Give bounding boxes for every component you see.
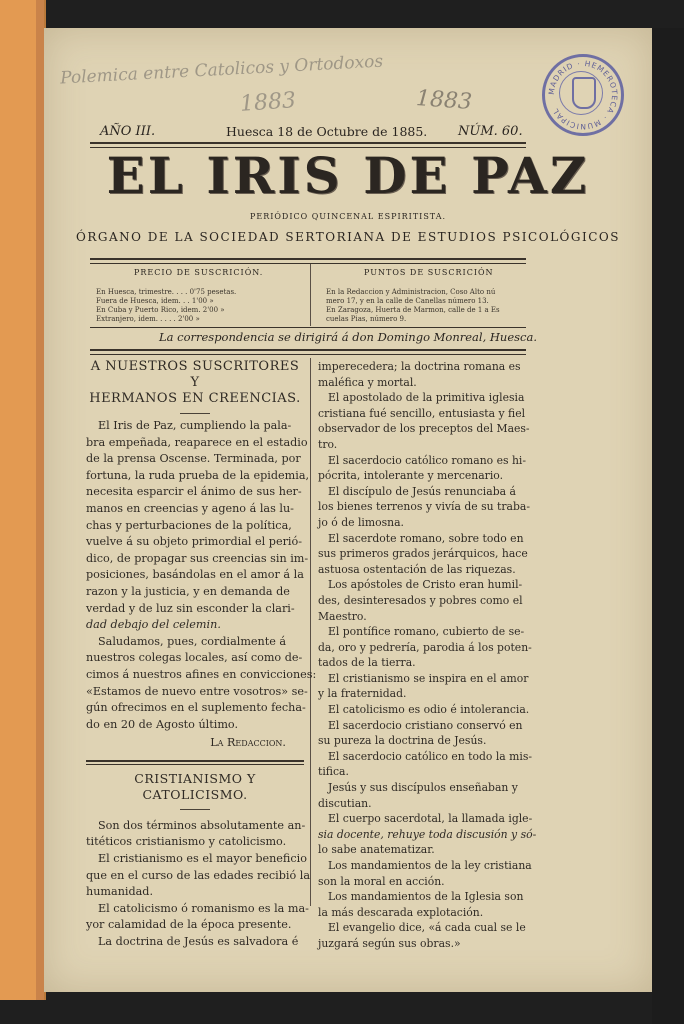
- article-line: El sacerdocio cristiano conservó en: [328, 718, 523, 732]
- article-line: observador de los preceptos del Maes-: [318, 422, 530, 436]
- article-line: pócrita, intolerante y mercenario.: [318, 469, 504, 483]
- article1-heading-line1: A NUESTROS SUSCRITORES: [90, 359, 300, 374]
- price-line: Extranjero, idem. . . . . 2'00 »: [96, 315, 200, 323]
- article-line: necesita esparcir el ánimo de sus her-: [86, 485, 302, 499]
- issue-date: Huesca 18 de Octubre de 1885.: [226, 124, 428, 139]
- article-line: bra empeñada, reaparece en el estadio: [86, 435, 308, 449]
- article1-heading-line3: HERMANOS EN CREENCIAS.: [89, 391, 301, 406]
- svg-text:MADRID · HEMEROTECA · MUNICIPA: MADRID · HEMEROTECA · MUNICIPAL: [546, 58, 620, 132]
- article-line: lo sabe anatematizar.: [318, 843, 435, 857]
- column-divider: [310, 358, 311, 906]
- article-line: Saludamos, pues, cordialmente á: [98, 634, 287, 648]
- article-line: da, oro y pedrería, parodia á los poten-: [318, 640, 532, 654]
- article-line: El apostolado de la primitiva iglesia: [328, 391, 525, 405]
- article-line: que en el curso de las edades recibió la: [86, 868, 311, 882]
- point-line: En Zaragoza, Huerta de Marmon, calle de 1 a Es: [326, 306, 500, 314]
- prices-list: [96, 288, 236, 324]
- points-list: [326, 288, 500, 324]
- article-signature: La Redaccion.: [210, 736, 286, 750]
- article-line: yor calamidad de la época presente.: [86, 918, 292, 932]
- article-line: titéticos cristianismo y catolicismo.: [86, 835, 287, 849]
- prices-heading: PRECIO DE SUSCRICIÓN.: [134, 268, 264, 277]
- article1-heading-line2: Y: [190, 375, 200, 390]
- article-line: Los mandamientos de la Iglesia son: [328, 890, 524, 904]
- article-line: tifica.: [318, 765, 349, 779]
- article-line: posiciones, basándolas en el amor á la: [86, 568, 304, 582]
- article-line: El cristianismo es el mayor beneficio: [98, 852, 307, 866]
- article-line: dad debajo del celemin.: [86, 618, 221, 632]
- subscription-divider: [310, 264, 311, 326]
- heading-divider: [180, 809, 210, 810]
- scan-background: [652, 28, 684, 1024]
- article-line: la más descarada explotación.: [318, 905, 484, 919]
- article-line: manos en creencias y ageno á las lu-: [86, 501, 294, 515]
- article-line: tados de la tierra.: [318, 656, 416, 670]
- correspondence-note: La correspondencia se dirigirá á don Domingo Monreal, Huesca.: [158, 330, 538, 344]
- article-line: son la moral en acción.: [318, 874, 445, 888]
- masthead-title: EL IRIS DE PAZ: [106, 146, 590, 205]
- article-line: imperecedera; la doctrina romana es: [318, 360, 521, 373]
- library-stamp: [542, 54, 624, 136]
- article-line: vuelve á su objeto primordial el perió-: [86, 535, 303, 549]
- price-line: En Huesca, trimestre. . . . 0'75 pesetas.: [96, 288, 237, 296]
- article-line: juzgará según sus obras.»: [318, 936, 461, 950]
- article-line: des, desinteresados y pobres como el: [318, 593, 523, 607]
- masthead-subtitle: PERIÓDICO QUINCENAL ESPIRITISTA.: [249, 212, 447, 221]
- article-line: El cristianismo se inspira en el amor: [328, 671, 529, 685]
- point-line: En la Redaccion y Administracion, Coso Alto nú: [326, 288, 496, 296]
- article-line: El pontífice romano, cubierto de se-: [328, 625, 525, 639]
- masthead-organ: ÓRGANO DE LA SOCIEDAD SERTORIANA DE ESTUDIOS PSICOLÓGICOS: [76, 230, 620, 244]
- stamp-crest-icon: [572, 77, 596, 109]
- article-line: tro.: [318, 437, 338, 451]
- pencil-note-year: 1883: [239, 88, 297, 117]
- article-line: El discípulo de Jesús renunciaba á: [328, 484, 516, 498]
- article-line: Los apóstoles de Cristo eran humil-: [328, 578, 523, 592]
- article-line: Son dos términos absolutamente an-: [98, 818, 306, 832]
- article-line: Jesús y sus discípulos enseñaban y: [328, 781, 518, 795]
- article-line: dico, de propagar sus creencias sin im-: [86, 551, 309, 565]
- article-line: humanidad.: [86, 885, 154, 899]
- article2-heading: CRISTIANISMO Y CATOLICISMO.: [134, 770, 256, 802]
- left-column: [86, 359, 317, 951]
- issue-number: NÚM. 60.: [458, 124, 523, 139]
- article-line: fortuna, la ruda prueba de la epidemia,: [86, 468, 310, 482]
- article-line: El sacerdocio católico en todo la mis-: [328, 749, 533, 763]
- pencil-note-line1: Polemica entre Catolicos y Ortodoxos: [59, 51, 384, 89]
- article-line: verdad y de luz sin esconder la clari-: [86, 601, 295, 615]
- ink-note-year: 1883: [415, 86, 473, 115]
- point-line: mero 17, y en la calle de Canellas número 13.: [326, 297, 489, 305]
- article-separator: [86, 760, 304, 765]
- article-line: gún ofrecimos en el suplemento fecha-: [86, 701, 306, 715]
- article-line: El evangelio dice, «á cada cual se le: [328, 921, 526, 935]
- points-heading: PUNTOS DE SUSCRICIÓN: [364, 268, 494, 277]
- article-line: do en 20 de Agosto último.: [86, 717, 239, 731]
- article-line: sia docente, rehuye toda discusión y só-: [318, 827, 537, 841]
- article-line: los bienes terrenos y vivía de su traba-: [318, 500, 530, 514]
- subscription-rule: [90, 327, 526, 328]
- spine-edge: [36, 0, 44, 1000]
- article-line: El sacerdote romano, sobre todo en: [328, 531, 524, 545]
- article-line: su pureza la doctrina de Jesús.: [318, 734, 487, 748]
- article-line: jo ó de limosna.: [318, 515, 404, 529]
- article-line: El sacerdocio católico romano es hi-: [328, 453, 527, 467]
- article-line: cristiana fué sencillo, entusiasta y fiel: [318, 406, 526, 420]
- right-column: [318, 359, 536, 952]
- article-line: El Iris de Paz, cumpliendo la pala-: [98, 419, 292, 432]
- article-line: Los mandamientos de la ley cristiana: [328, 859, 532, 872]
- price-line: En Cuba y Puerto Rico, idem. 2'00 »: [96, 306, 225, 314]
- article-line: La doctrina de Jesús es salvadora é: [98, 935, 299, 949]
- article-line: astuosa ostentación de las riquezas.: [318, 562, 516, 576]
- point-line: cuelas Pias, número 9.: [326, 315, 407, 323]
- article-line: cimos á nuestros afines en convicciones:: [86, 667, 317, 681]
- article-line: El catolicismo es odio é intolerancia.: [328, 703, 530, 717]
- article-line: maléfica y mortal.: [318, 375, 417, 389]
- heading-divider: [180, 413, 210, 414]
- masthead-rule: [90, 258, 526, 264]
- article-line: razon y la justicia, y en demanda de: [86, 584, 290, 598]
- article-line: de la prensa Oscense. Terminada, por: [86, 452, 301, 466]
- article-line: «Estamos de nuevo entre vosotros» se-: [86, 684, 308, 698]
- article-line: El cuerpo sacerdotal, la llamada igle-: [328, 812, 533, 826]
- price-line: Fuera de Huesca, idem. . . 1'00 »: [96, 297, 214, 305]
- article-line: discutian.: [318, 796, 372, 810]
- newspaper-page: [44, 28, 652, 992]
- article-line: y la fraternidad.: [318, 687, 407, 701]
- article-line: nuestros colegas locales, así como de-: [86, 651, 303, 665]
- article-line: El catolicismo ó romanismo es la ma-: [98, 901, 309, 915]
- article-line: Maestro.: [318, 609, 367, 623]
- article-line: sus primeros grados jerárquicos, hace: [318, 547, 528, 561]
- issue-year: AÑO III.: [100, 124, 156, 139]
- article-line: chas y perturbaciones de la política,: [86, 518, 292, 532]
- correspondence-rule: [90, 349, 526, 355]
